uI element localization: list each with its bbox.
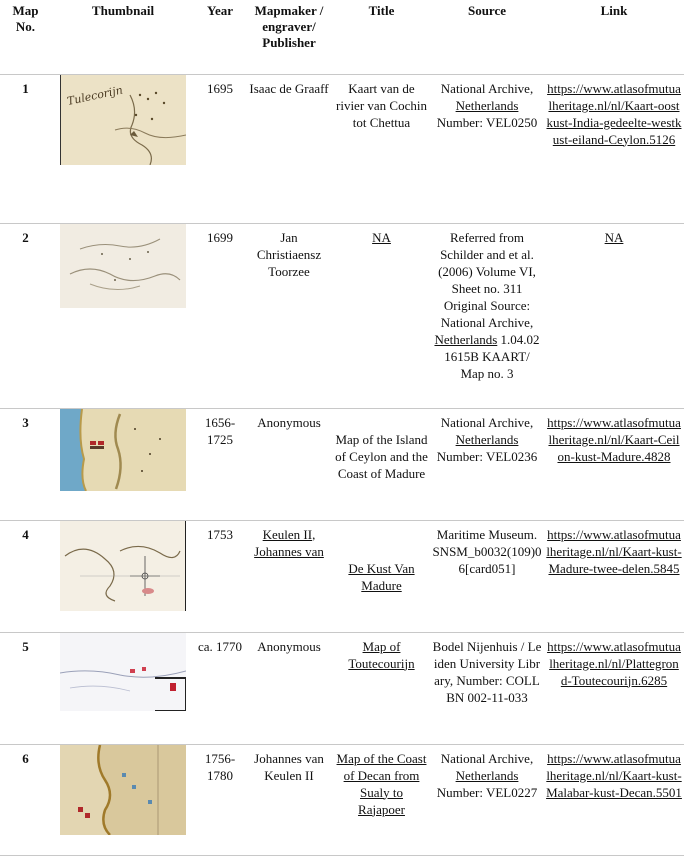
- link-cell: [544, 408, 684, 520]
- thumbnail-cell: [51, 520, 195, 632]
- map-link[interactable]: https://www.atlasofmutualheritage.nl/nl/Kaart-oostkust-India-gedeelte-westkust-eiland-Ceylon.5126: [546, 80, 682, 147]
- source: Bodel Nijenhuis / Leiden University Library, Number: COLLBN 002-11-033: [432, 638, 542, 705]
- map-link[interactable]: https://www.atlasofmutualheritage.nl/nl/Kaart-kust-Malabar-kust-Decan.5501: [546, 750, 682, 800]
- thumbnail-caption: Tulecorijn: [65, 82, 124, 108]
- source: National Archive, Netherlands Number: VEL0250: [436, 80, 538, 130]
- link-cell: [544, 744, 684, 855]
- map-thumbnail[interactable]: [60, 75, 186, 165]
- thumbnail-cell: [51, 408, 195, 520]
- map-number: 4: [22, 526, 29, 542]
- table-row: [0, 408, 684, 520]
- map-thumbnail[interactable]: [60, 224, 186, 308]
- map-title: Map of Toutecourijn: [348, 638, 415, 671]
- map-title: NA: [372, 229, 391, 245]
- year: 1656-1725: [204, 414, 236, 447]
- source: Referred from Schilder and et al. (2006) Volume VI, Sheet no. 311 Original Source: National Archive, Netherlands 1.04.02 1615B KAART/ Map no. 3: [434, 229, 540, 381]
- map-link[interactable]: NA: [604, 229, 624, 245]
- header-year: Year: [207, 3, 233, 18]
- source: Maritime Museum. SNSM_b0032(109)06[card051]: [432, 526, 542, 576]
- header-mapmaker: Mapmaker / engraver/ Publisher: [254, 3, 324, 50]
- thumbnail-cell: [51, 74, 195, 223]
- link-cell: [544, 223, 684, 408]
- mapmaker: Jan Christiaensz Toorzee: [256, 229, 322, 279]
- header-source: Source: [467, 3, 507, 18]
- year: ca. 1770: [197, 638, 243, 654]
- table-row: [0, 74, 684, 223]
- map-number: 6: [22, 750, 29, 766]
- map-thumbnail[interactable]: [60, 409, 186, 491]
- thumbnail-cell: [51, 744, 195, 855]
- mapmaker: Keulen II, Johannes van: [254, 526, 324, 559]
- map-number: 3: [22, 414, 29, 430]
- header-thumbnail: Thumbnail: [91, 3, 155, 18]
- map-title: De Kust Van Madure: [348, 560, 415, 593]
- table-row: [0, 223, 684, 408]
- link-cell: [544, 632, 684, 744]
- map-number: 5: [22, 638, 29, 654]
- table-row: [0, 632, 684, 744]
- thumbnail-cell: [51, 632, 195, 744]
- header-link: Link: [600, 3, 628, 18]
- map-thumbnail[interactable]: [60, 745, 186, 835]
- source: National Archive, Netherlands Number: VEL0227: [436, 750, 538, 800]
- map-link[interactable]: https://www.atlasofmutualheritage.nl/nl/Plattegrond-Toutecourijn.6285: [547, 638, 681, 688]
- map-title: Map of the Island of Ceylon and the Coast of Madure: [335, 431, 428, 481]
- header-map-no: Map No.: [12, 3, 39, 34]
- link-cell: [544, 74, 684, 223]
- mapmaker: Isaac de Graaff: [249, 80, 329, 96]
- mapmaker: Anonymous: [257, 414, 321, 430]
- table-row: [0, 520, 684, 632]
- year: 1695: [207, 80, 233, 96]
- map-link[interactable]: https://www.atlasofmutualheritage.nl/nl/Kaart-Ceilon-kust-Madure.4828: [547, 414, 681, 464]
- year: 1753: [207, 526, 233, 542]
- year: 1699: [207, 229, 233, 245]
- link-cell: [544, 520, 684, 632]
- map-title: Kaart van de rivier van Cochin tot Chettua: [336, 80, 427, 130]
- mapmaker: Johannes van Keulen II: [254, 750, 324, 783]
- map-title: Map of the Coast of Decan from Sualy to Rajapoer: [336, 750, 427, 817]
- table-row: [0, 744, 684, 855]
- thumbnail-cell: [51, 223, 195, 408]
- map-number: 2: [22, 229, 29, 245]
- header-row: [0, 0, 684, 74]
- source: National Archive, Netherlands Number: VEL0236: [436, 414, 538, 464]
- mapmaker: Anonymous: [257, 638, 321, 654]
- year: 1756-1780: [204, 750, 236, 783]
- map-thumbnail[interactable]: [60, 521, 186, 611]
- header-title: Title: [368, 3, 395, 18]
- map-number: 1: [22, 80, 29, 96]
- map-link[interactable]: https://www.atlasofmutualheritage.nl/nl/Kaart-kust-Madure-twee-delen.5845: [546, 526, 682, 576]
- map-thumbnail[interactable]: [60, 633, 186, 711]
